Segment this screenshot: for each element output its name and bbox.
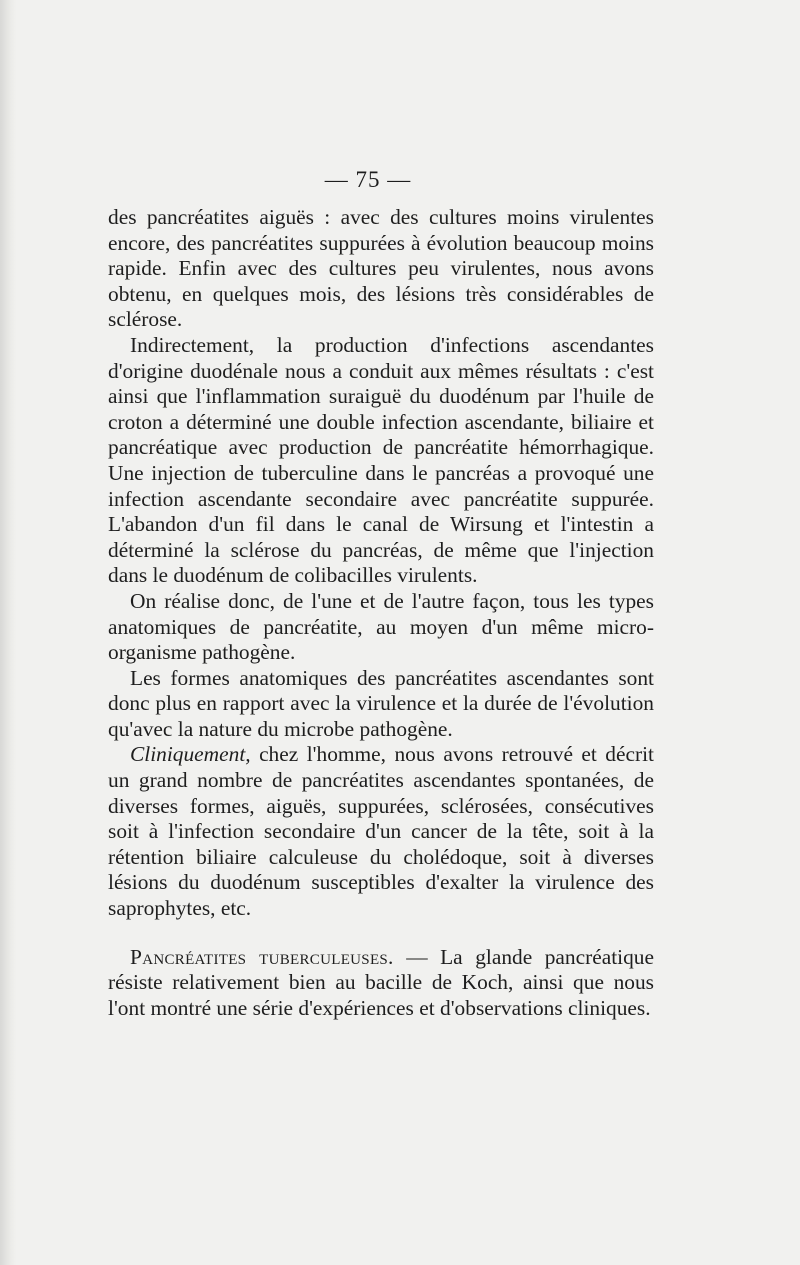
paragraph-5-emphasis: Cliniquement, xyxy=(130,742,251,767)
body-text xyxy=(108,205,654,1021)
paragraph-1: des pancréatites aiguës : avec des cultures moins virulentes encore, des pancréatites suppurées à évolution beaucoup moins rapide. Enfin avec des cultures peu virulentes, nous avons obtenu, en quelques mois, des lésions très considérables de sclérose. xyxy=(108,205,654,332)
paragraph-6-text: — La glande pancréatique résiste relativement bien au bacille de Koch, ainsi que nous l'ont montré une série d'expériences et d'observations cliniques. xyxy=(108,944,654,1020)
paragraph-4: Les formes anatomiques des pancréatites ascendantes sont donc plus en rapport avec la virulence et la durée de l'évolution qu'avec la nature du microbe pathogène. xyxy=(108,665,654,741)
paragraph-5-text: chez l'homme, nous avons retrouvé et décrit un grand nombre de pancréatites ascendantes spontanées, de diverses formes, aiguës, suppurées, sclérosées, consécutives soit à l'infection secondaire d'un cancer de la tête, soit à la rétention biliaire calculeuse du cholédoque, soit à diverses lésions du duodénum susceptibles d'exalter la virulence des saprophytes, etc. xyxy=(108,742,654,921)
paragraph-3: On réalise donc, de l'une et de l'autre façon, tous les types anatomiques de pancréatite, au moyen d'un même micro-organisme pathogène. xyxy=(108,588,654,665)
paragraph-2: Indirectement, la production d'infections ascendantes d'origine duodénale nous a conduit aux mêmes résultats : c'est ainsi que l'inflammation suraiguë du duodénum par l'huile de croton a déterminé une double infection ascendante, biliaire et pancréatique avec production de pancréatite hémorrhagique. Une injection de tuberculine dans le pancréas a provoqué une infection ascendante secondaire avec pancréatite suppurée. L'abandon d'un fil dans le canal de Wirsung et l'intestin a déterminé la sclérose du pancréas, de même que l'injection dans le duodénum de colibacilles virulents. xyxy=(108,332,654,588)
section-heading: Pancréatites tuberculeuses. xyxy=(130,944,394,969)
page-number: — 75 — xyxy=(324,167,412,192)
paragraph-5 xyxy=(108,742,654,921)
paragraph-6 xyxy=(108,945,654,1022)
